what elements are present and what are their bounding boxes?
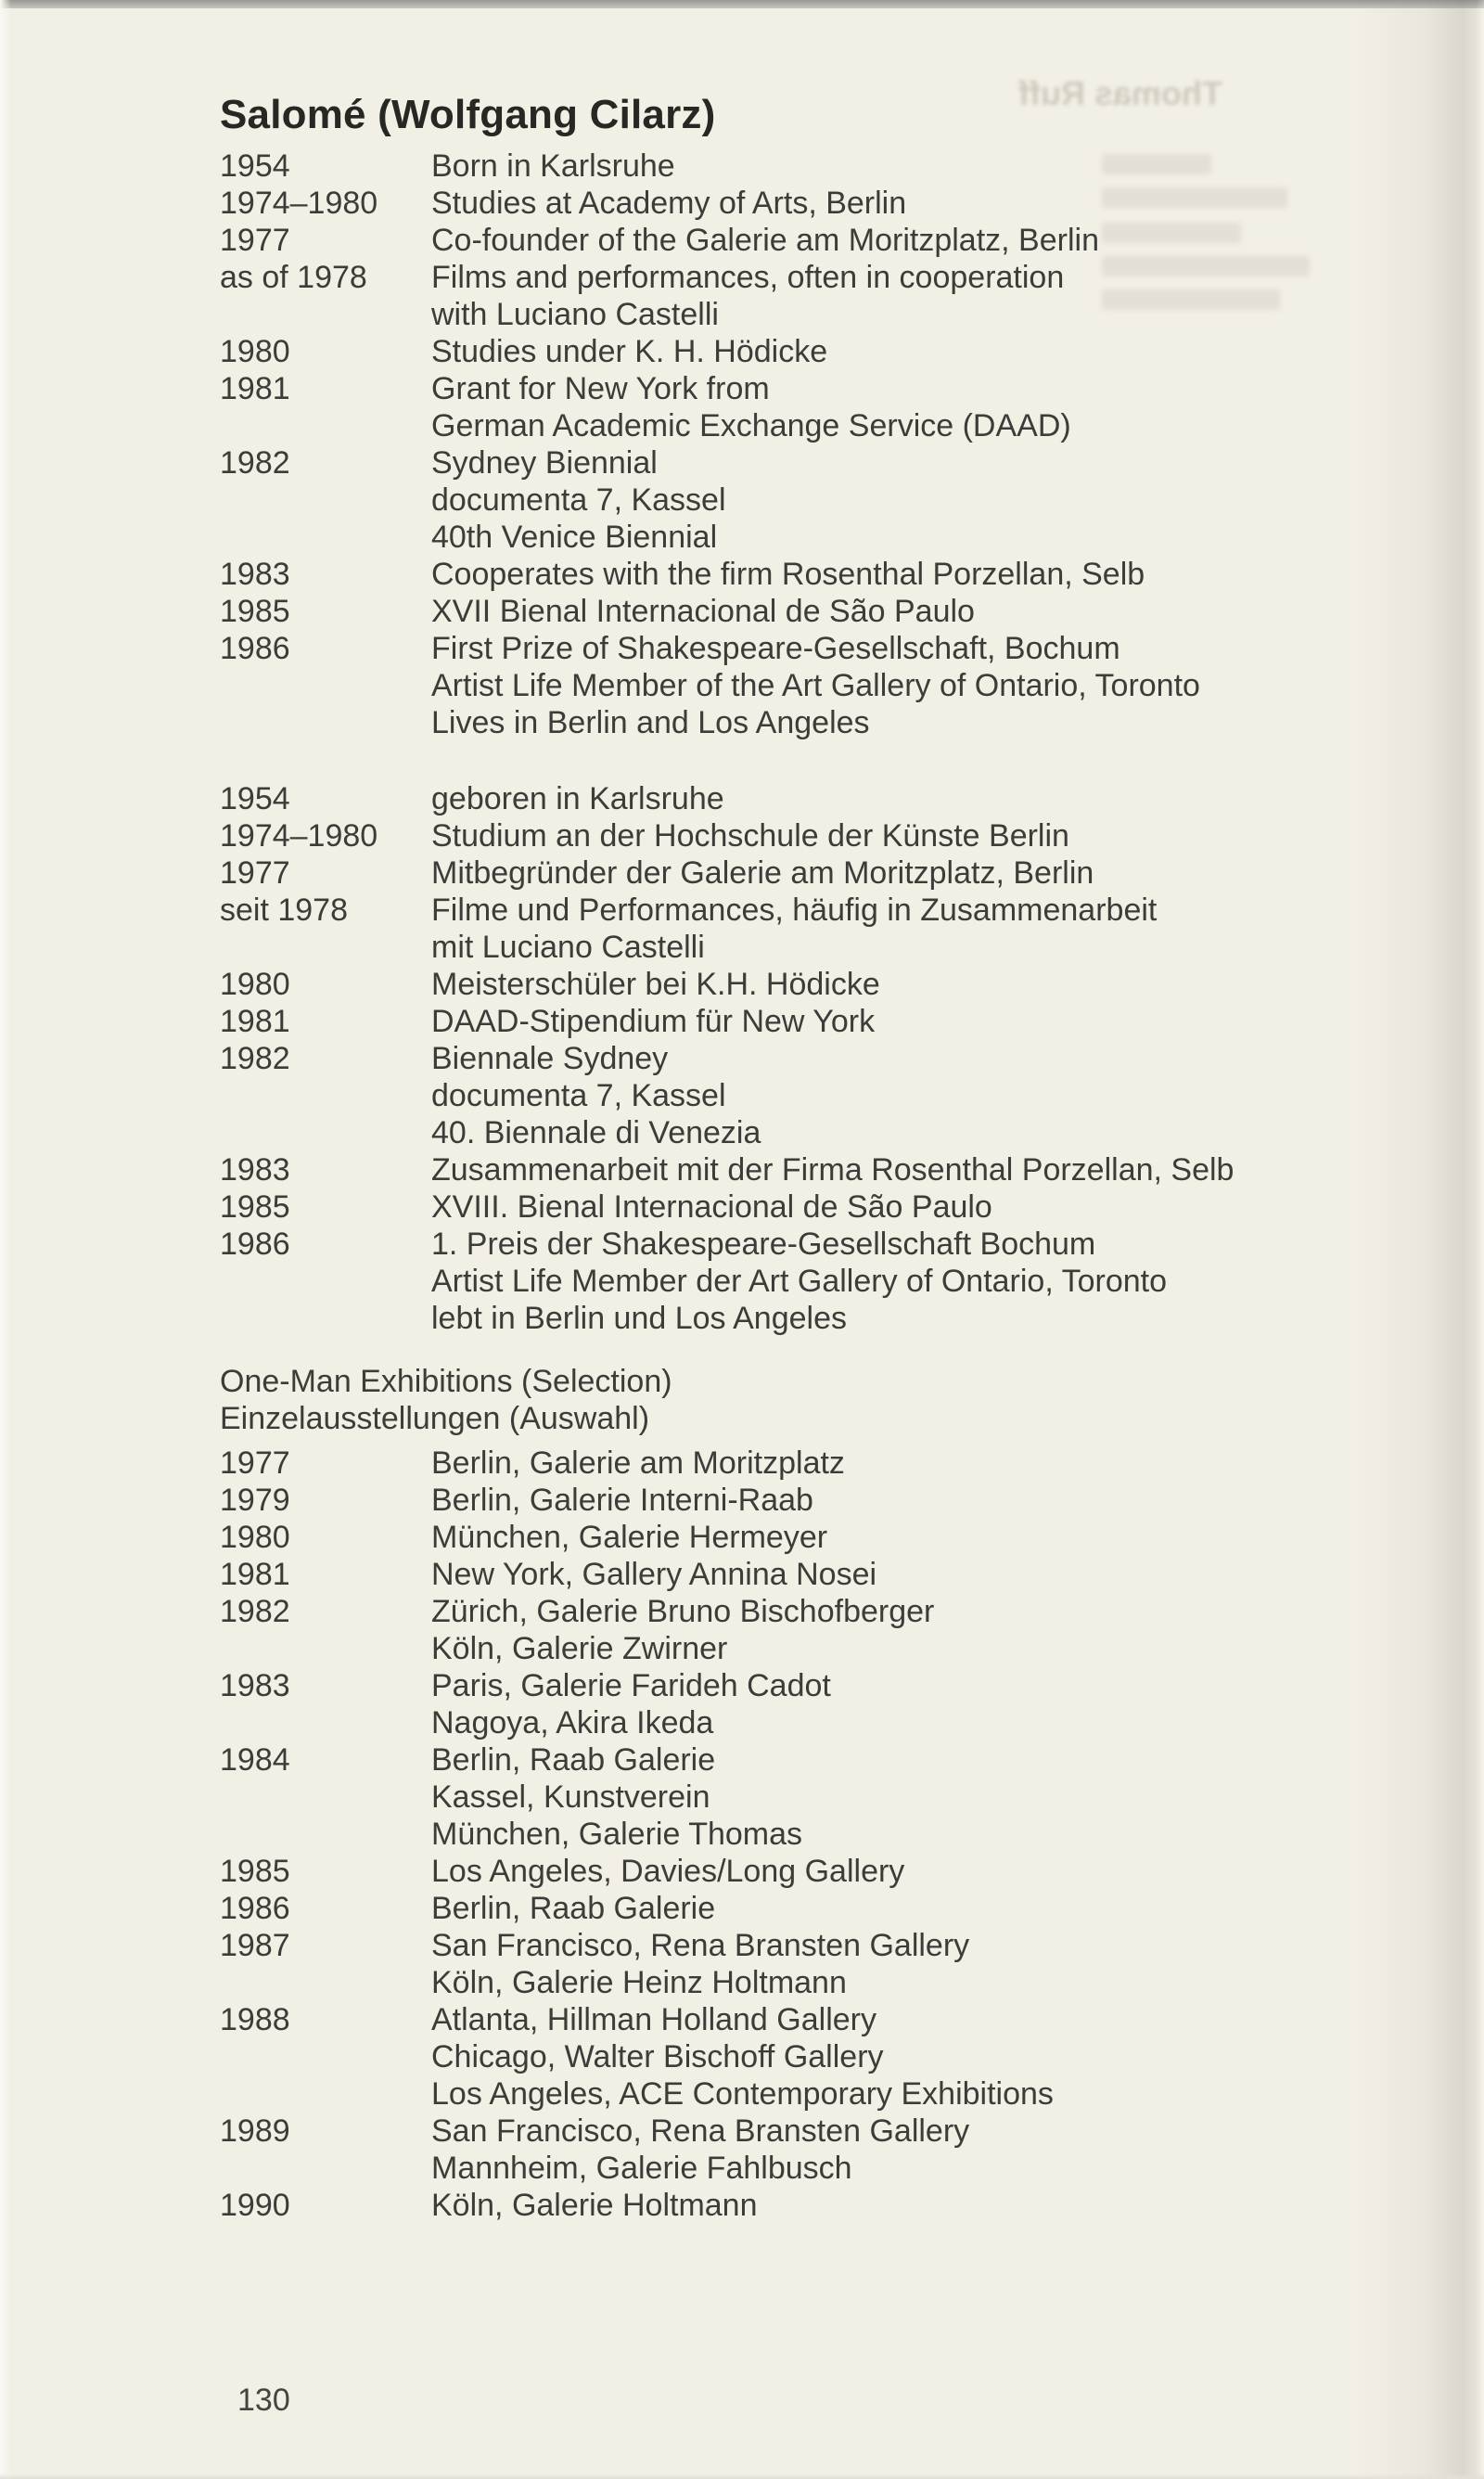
exhibition-row: [220, 2002, 1054, 2039]
biography-row: [220, 371, 1200, 408]
entry-text: Chicago, Walter Bischoff Gallery: [431, 2039, 884, 2074]
year-label: 1989: [220, 2113, 290, 2149]
biography-row: [220, 1004, 1234, 1041]
biography-row: [220, 631, 1200, 668]
entry-text: German Academic Exchange Service (DAAD): [431, 408, 1071, 443]
exhibition-row: [220, 2151, 1054, 2188]
biography-row: [220, 818, 1234, 855]
year-label: 1977: [220, 223, 290, 258]
artist-title: Salomé (Wolfgang Cilarz): [220, 92, 716, 138]
biography-row: [220, 1041, 1234, 1078]
year-label: seit 1978: [220, 893, 348, 928]
biography-row: [220, 520, 1200, 557]
year-label: 1983: [220, 1668, 290, 1703]
year-label: 1979: [220, 1483, 290, 1518]
entry-text: München, Galerie Hermeyer: [431, 1520, 828, 1555]
year-label: 1982: [220, 445, 290, 481]
entry-text: XVIII. Bienal Internacional de São Paulo: [431, 1189, 992, 1225]
scan-edge-bottom: [0, 2473, 1484, 2479]
year-label: 1986: [220, 1891, 290, 1926]
biography-row: [220, 930, 1234, 967]
exhibition-row: [220, 1928, 1054, 1965]
exhibition-row: [220, 2113, 1054, 2151]
biography-row: [220, 1264, 1234, 1301]
entry-text: Atlanta, Hillman Holland Gallery: [431, 2002, 876, 2037]
biography-row: [220, 893, 1234, 930]
biography-row: [220, 1301, 1234, 1338]
entry-text: documenta 7, Kassel: [431, 1078, 726, 1113]
exhibition-row: [220, 1742, 1054, 1779]
biography-row: [220, 557, 1200, 594]
entry-text: Berlin, Raab Galerie: [431, 1742, 716, 1778]
exhibition-row: [220, 1668, 1054, 1705]
exhibition-row: [220, 1520, 1054, 1557]
scan-edge-top: [0, 0, 1484, 8]
entry-text: Sydney Biennial: [431, 445, 658, 481]
exhibition-row: [220, 1631, 1054, 1668]
entry-text: documenta 7, Kassel: [431, 482, 726, 518]
year-label: 1983: [220, 1152, 290, 1188]
entry-text: Artist Life Member of the Art Gallery of Ontario, Toronto: [431, 668, 1200, 703]
entry-text: Köln, Galerie Zwirner: [431, 1631, 728, 1666]
year-label: 1980: [220, 334, 290, 369]
entry-text: lebt in Berlin und Los Angeles: [431, 1301, 847, 1336]
exhibitions-heading-block: [220, 1364, 672, 1438]
year-label: 1981: [220, 371, 290, 406]
entry-text: Köln, Galerie Heinz Holtmann: [431, 1965, 847, 2000]
year-label: 1974–1980: [220, 186, 378, 221]
entry-text: Born in Karlsruhe: [431, 148, 675, 184]
exhibition-row: [220, 1965, 1054, 2002]
biography-row: [220, 186, 1200, 223]
entry-text: First Prize of Shakespeare-Gesellschaft, Bochum: [431, 631, 1120, 666]
exhibition-row: [220, 2039, 1054, 2076]
year-label: 1980: [220, 1520, 290, 1555]
entry-text: Los Angeles, Davies/Long Gallery: [431, 1854, 905, 1889]
exhibition-row: [220, 2076, 1054, 2113]
year-label: 1986: [220, 1227, 290, 1262]
year-label: 1954: [220, 148, 290, 184]
biography-row: [220, 594, 1200, 631]
exhibition-row: [220, 2188, 1054, 2225]
entry-text: Los Angeles, ACE Contemporary Exhibitions: [431, 2076, 1054, 2112]
biography-english-list: [220, 148, 1200, 742]
entry-text: Nagoya, Akira Ikeda: [431, 1705, 714, 1740]
exhibition-row: [220, 1445, 1054, 1483]
entry-text: Meisterschüler bei K.H. Hödicke: [431, 967, 880, 1002]
entry-text: Studium an der Hochschule der Künste Berlin: [431, 818, 1069, 854]
year-label: 1987: [220, 1928, 290, 1963]
entry-text: Zusammenarbeit mit der Firma Rosenthal Porzellan, Selb: [431, 1152, 1235, 1188]
biography-row: [220, 223, 1200, 260]
year-label: as of 1978: [220, 260, 367, 295]
entry-text: Studies under K. H. Hödicke: [431, 334, 828, 369]
entry-text: Berlin, Raab Galerie: [431, 1891, 716, 1926]
exhibition-row: [220, 1557, 1054, 1594]
year-label: 1985: [220, 1854, 290, 1889]
entry-text: München, Galerie Thomas: [431, 1817, 803, 1852]
scan-edge-left: [0, 0, 11, 2479]
entry-text: Co-founder of the Galerie am Moritzplatz, Berlin: [431, 223, 1099, 258]
entry-text: New York, Gallery Annina Nosei: [431, 1557, 877, 1592]
entry-text: Köln, Galerie Holtmann: [431, 2188, 758, 2223]
show-through-title: Thomas Ruff: [1018, 74, 1222, 112]
entry-text: 1. Preis der Shakespeare-Gesellschaft Bochum: [431, 1227, 1096, 1262]
exhibition-row: [220, 1854, 1054, 1891]
year-label: 1988: [220, 2002, 290, 2037]
entry-text: Grant for New York from: [431, 371, 770, 406]
year-label: 1982: [220, 1041, 290, 1076]
biography-row: [220, 445, 1200, 482]
year-label: 1986: [220, 631, 290, 666]
year-label: 1983: [220, 557, 290, 592]
biography-row: [220, 260, 1200, 297]
biography-row: [220, 334, 1200, 371]
biography-row: [220, 705, 1200, 742]
exhibition-row: [220, 1817, 1054, 1854]
entry-text: Mitbegründer der Galerie am Moritzplatz, Berlin: [431, 855, 1094, 891]
biography-row: [220, 482, 1200, 520]
exhibition-row: [220, 1779, 1054, 1817]
entry-text: XVII Bienal Internacional de São Paulo: [431, 594, 975, 629]
year-label: 1990: [220, 2188, 290, 2223]
entry-text: Biennale Sydney: [431, 1041, 669, 1076]
biography-row: [220, 1189, 1234, 1227]
biography-row: [220, 1152, 1234, 1189]
entry-text: Cooperates with the firm Rosenthal Porzellan, Selb: [431, 557, 1145, 592]
year-label: 1980: [220, 967, 290, 1002]
exhibition-row: [220, 1483, 1054, 1520]
exhibitions-heading-english: One-Man Exhibitions (Selection): [220, 1364, 672, 1399]
page-number: 130: [237, 2383, 290, 2418]
year-label: 1954: [220, 781, 290, 816]
biography-row: [220, 1227, 1234, 1264]
entry-text: Studies at Academy of Arts, Berlin: [431, 186, 907, 221]
year-label: 1984: [220, 1742, 290, 1778]
year-label: 1982: [220, 1594, 290, 1629]
entry-text: Filme und Performances, häufig in Zusammenarbeit: [431, 893, 1158, 928]
entry-text: Zürich, Galerie Bruno Bischofberger: [431, 1594, 935, 1629]
entry-text: Lives in Berlin and Los Angeles: [431, 705, 870, 740]
year-label: 1981: [220, 1004, 290, 1039]
exhibitions-list: [220, 1445, 1054, 2225]
entry-text: Films and performances, often in cooperation: [431, 260, 1065, 295]
entry-text: Mannheim, Galerie Fahlbusch: [431, 2151, 852, 2186]
year-label: 1985: [220, 594, 290, 629]
biography-german-list: [220, 781, 1234, 1338]
year-label: 1977: [220, 855, 290, 891]
exhibition-row: [220, 1891, 1054, 1928]
exhibitions-heading-german: Einzelausstellungen (Auswahl): [220, 1401, 650, 1436]
entry-text: geboren in Karlsruhe: [431, 781, 724, 816]
entry-text: San Francisco, Rena Bransten Gallery: [431, 1928, 970, 1963]
entry-text: Berlin, Galerie am Moritzplatz: [431, 1445, 845, 1481]
biography-row: [220, 855, 1234, 893]
biography-row: [220, 148, 1200, 186]
entry-text: Berlin, Galerie Interni-Raab: [431, 1483, 813, 1518]
page-edge-shadow: [1354, 0, 1484, 2479]
entry-text: Kassel, Kunstverein: [431, 1779, 710, 1815]
exhibition-row: [220, 1594, 1054, 1631]
biography-row: [220, 408, 1200, 445]
entry-text: mit Luciano Castelli: [431, 930, 705, 965]
entry-text: 40. Biennale di Venezia: [431, 1115, 761, 1150]
entry-text: Paris, Galerie Farideh Cadot: [431, 1668, 831, 1703]
biography-row: [220, 967, 1234, 1004]
entry-text: DAAD-Stipendium für New York: [431, 1004, 876, 1039]
exhibition-row: [220, 1705, 1054, 1742]
entry-text: San Francisco, Rena Bransten Gallery: [431, 2113, 970, 2149]
biography-row: [220, 1115, 1234, 1152]
year-label: 1981: [220, 1557, 290, 1592]
year-label: 1985: [220, 1189, 290, 1225]
biography-row: [220, 668, 1200, 705]
entry-text: Artist Life Member der Art Gallery of Ontario, Toronto: [431, 1264, 1168, 1299]
biography-row: [220, 781, 1234, 818]
year-label: 1974–1980: [220, 818, 378, 854]
biography-row: [220, 1078, 1234, 1115]
entry-text: 40th Venice Biennial: [431, 520, 718, 555]
biography-row: [220, 297, 1200, 334]
entry-text: with Luciano Castelli: [431, 297, 719, 332]
year-label: 1977: [220, 1445, 290, 1481]
